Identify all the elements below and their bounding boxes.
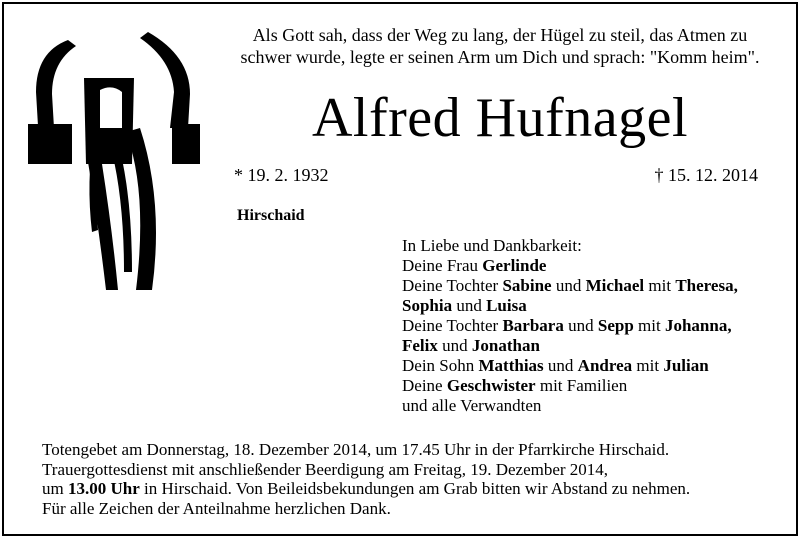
mourner-name: Matthias — [478, 356, 544, 375]
mourner-line — [402, 336, 782, 356]
mourner-name: Julian — [663, 356, 709, 375]
text: mit — [633, 316, 665, 335]
text: und — [437, 336, 472, 355]
risen-christ-cross-icon — [28, 32, 204, 292]
mourner-line — [402, 376, 782, 396]
details-line: Totengebet am Donnerstag, 18. Dezember 2014, um 17.45 Uhr in der Pfarrkirche Hirschaid. — [42, 440, 670, 459]
mourner-name: Sophia — [402, 296, 453, 315]
mourner-line — [402, 256, 782, 276]
text: in Hirschaid. Von Beileidsbekundungen am Grab bitten wir Abstand zu nehmen. — [139, 479, 691, 498]
quote-line: Als Gott sah, dass der Weg zu lang, der Hügel zu steil, das Atmen zu — [252, 25, 748, 45]
mourner-line — [402, 356, 782, 376]
text: und — [452, 296, 487, 315]
mourner-name: Jonathan — [471, 336, 540, 355]
hometown: Hirschaid — [237, 207, 305, 224]
service-details — [42, 440, 782, 518]
deceased-name: Alfred Hufnagel — [311, 87, 688, 149]
text: Deine Frau — [402, 256, 483, 275]
quote — [210, 24, 790, 68]
birth-date: * 19. 2. 1932 — [234, 165, 329, 185]
text: Deine Tochter — [402, 316, 503, 335]
mourner-name: Luisa — [486, 296, 527, 315]
text: und — [563, 316, 598, 335]
mourner-line — [402, 296, 782, 316]
mourner-name: Felix — [402, 336, 438, 355]
mourner-line — [402, 316, 782, 336]
text: Deine — [402, 376, 447, 395]
mourner-name: Sepp — [597, 316, 634, 335]
mourners-intro: In Liebe und Dankbarkeit: — [402, 236, 582, 255]
mourner-line — [402, 276, 782, 296]
mourner-name: Geschwister — [446, 376, 536, 395]
details-line — [42, 479, 782, 499]
mourner-name: Andrea — [577, 356, 633, 375]
text: um — [42, 479, 68, 498]
mourner-name: Barbara — [502, 316, 564, 335]
service-time: 13.00 Uhr — [67, 479, 140, 498]
mourner-name: Michael — [585, 276, 645, 295]
text: mit — [644, 276, 676, 295]
details-line: Trauergottesdienst mit anschließender Beerdigung am Freitag, 19. Dezember 2014, — [42, 459, 609, 479]
mourner-line: und alle Verwandten — [402, 396, 542, 415]
mourner-name: Gerlinde — [482, 256, 547, 275]
mourner-name: Johanna, — [664, 316, 732, 335]
mourner-name: Sabine — [502, 276, 552, 295]
text: und — [543, 356, 578, 375]
death-date: † 15. 12. 2014 — [654, 165, 758, 185]
mourner-name: Theresa, — [675, 276, 738, 295]
text: Dein Sohn — [402, 356, 479, 375]
text: Deine Tochter — [402, 276, 503, 295]
mourners-list — [402, 236, 782, 416]
text: mit Familien — [535, 376, 628, 395]
quote-line: schwer wurde, legte er seinen Arm um Dich und sprach: "Komm heim". — [240, 47, 760, 67]
text: mit — [632, 356, 664, 375]
details-line: Für alle Zeichen der Anteilnahme herzlichen Dank. — [42, 498, 391, 518]
text: und — [551, 276, 586, 295]
